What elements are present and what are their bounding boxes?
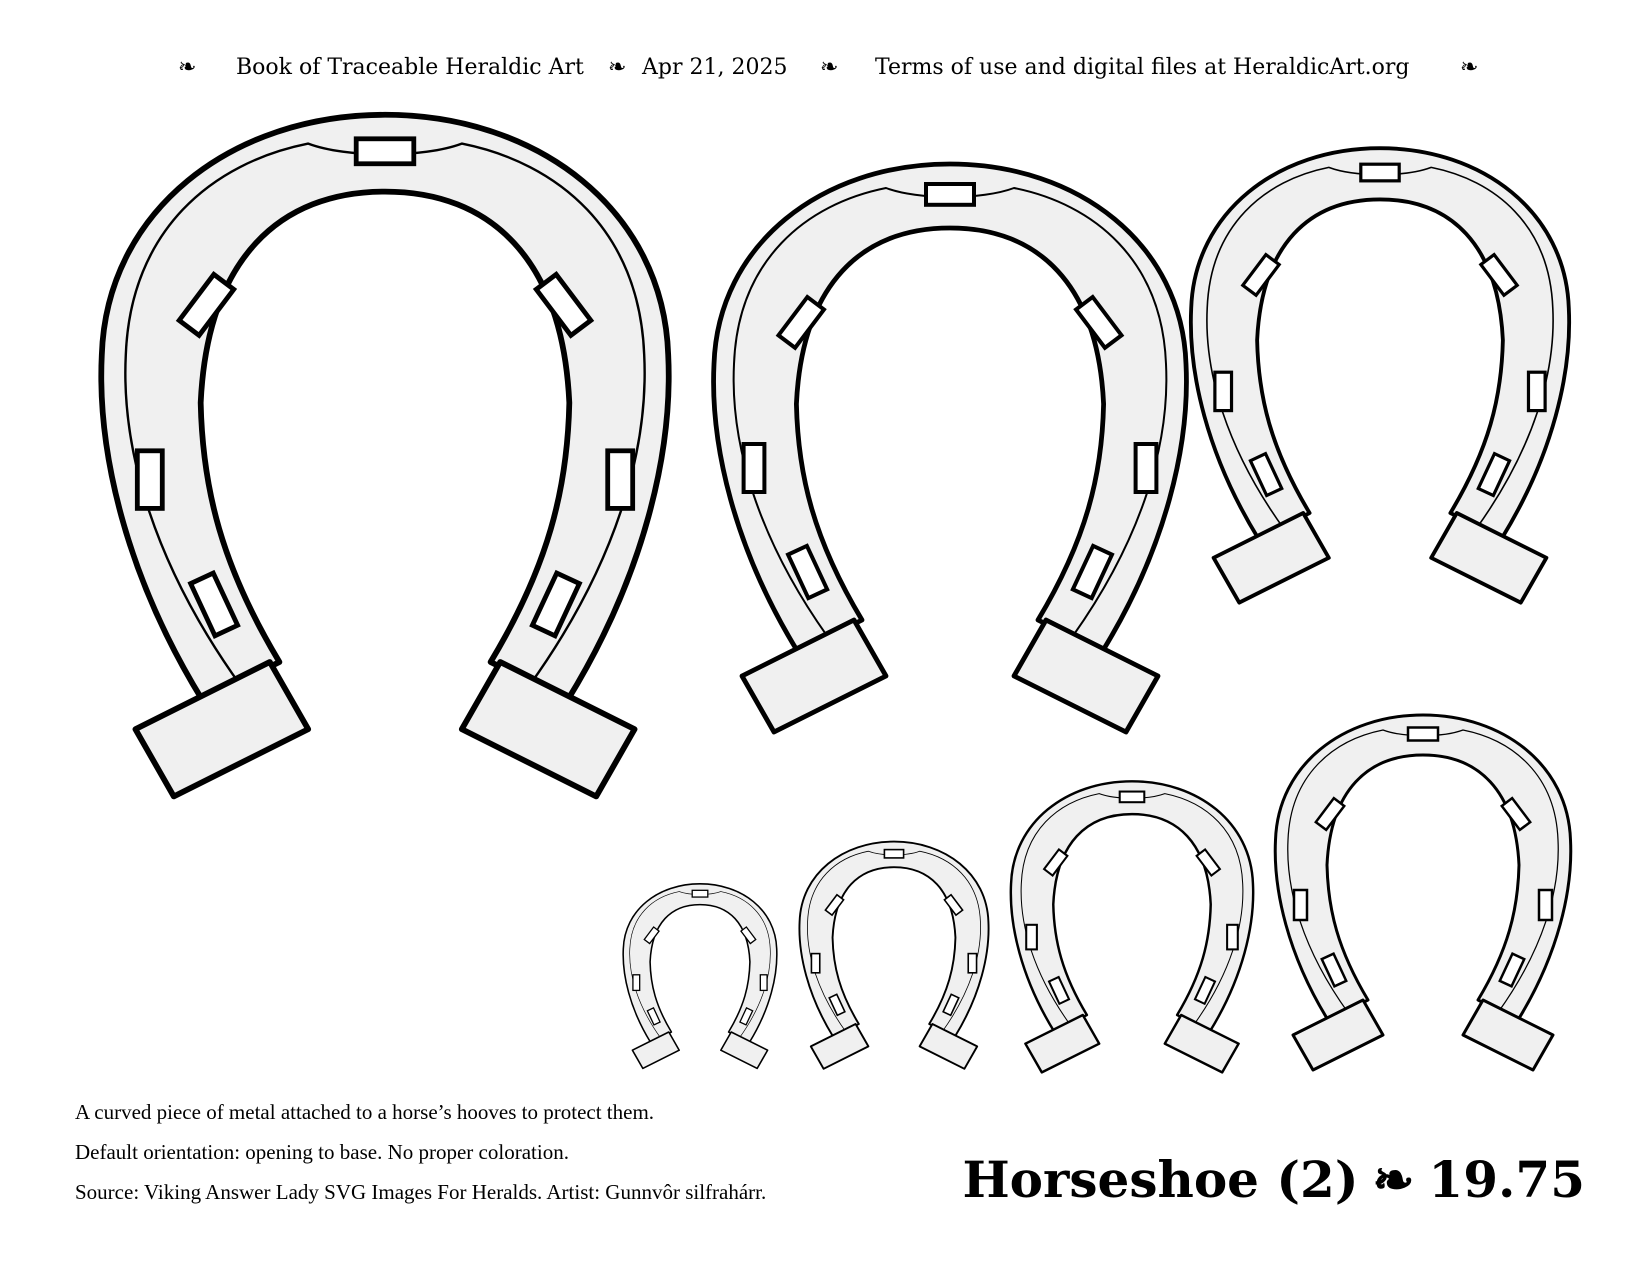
description-line: A curved piece of metal attached to a horse’s hooves to protect them. bbox=[75, 1100, 655, 1124]
terms-link[interactable]: Terms of use and digital files at HeraldicArt.org bbox=[875, 55, 1410, 80]
horseshoe-small-1 bbox=[1275, 715, 1571, 1070]
horseshoe-small-3 bbox=[799, 842, 988, 1069]
fleuron-icon: ❧ bbox=[1372, 1150, 1415, 1209]
figure-title bbox=[962, 1150, 1585, 1209]
horseshoe-medium-2 bbox=[1191, 148, 1569, 602]
horseshoe-small-4 bbox=[623, 884, 777, 1069]
fleuron-icon: ❧ bbox=[178, 55, 197, 80]
horseshoe-medium-1 bbox=[714, 164, 1187, 732]
fleuron-icon: ❧ bbox=[820, 55, 839, 80]
source-line: Source: Viking Answer Lady SVG Images For Heralds. Artist: Gunnvôr silfrahárr. bbox=[75, 1180, 767, 1204]
horseshoe-small-2 bbox=[1011, 781, 1253, 1072]
book-title: Book of Traceable Heraldic Art bbox=[236, 55, 584, 80]
horseshoe-large bbox=[101, 115, 668, 797]
header-date: Apr 21, 2025 bbox=[642, 55, 788, 80]
fleuron-icon: ❧ bbox=[1460, 55, 1479, 80]
figure-number: 19.75 bbox=[1428, 1150, 1585, 1209]
fleuron-icon: ❧ bbox=[608, 55, 627, 80]
figure-name: Horseshoe (2) bbox=[962, 1150, 1359, 1209]
orientation-line: Default orientation: opening to base. No proper coloration. bbox=[75, 1140, 569, 1164]
